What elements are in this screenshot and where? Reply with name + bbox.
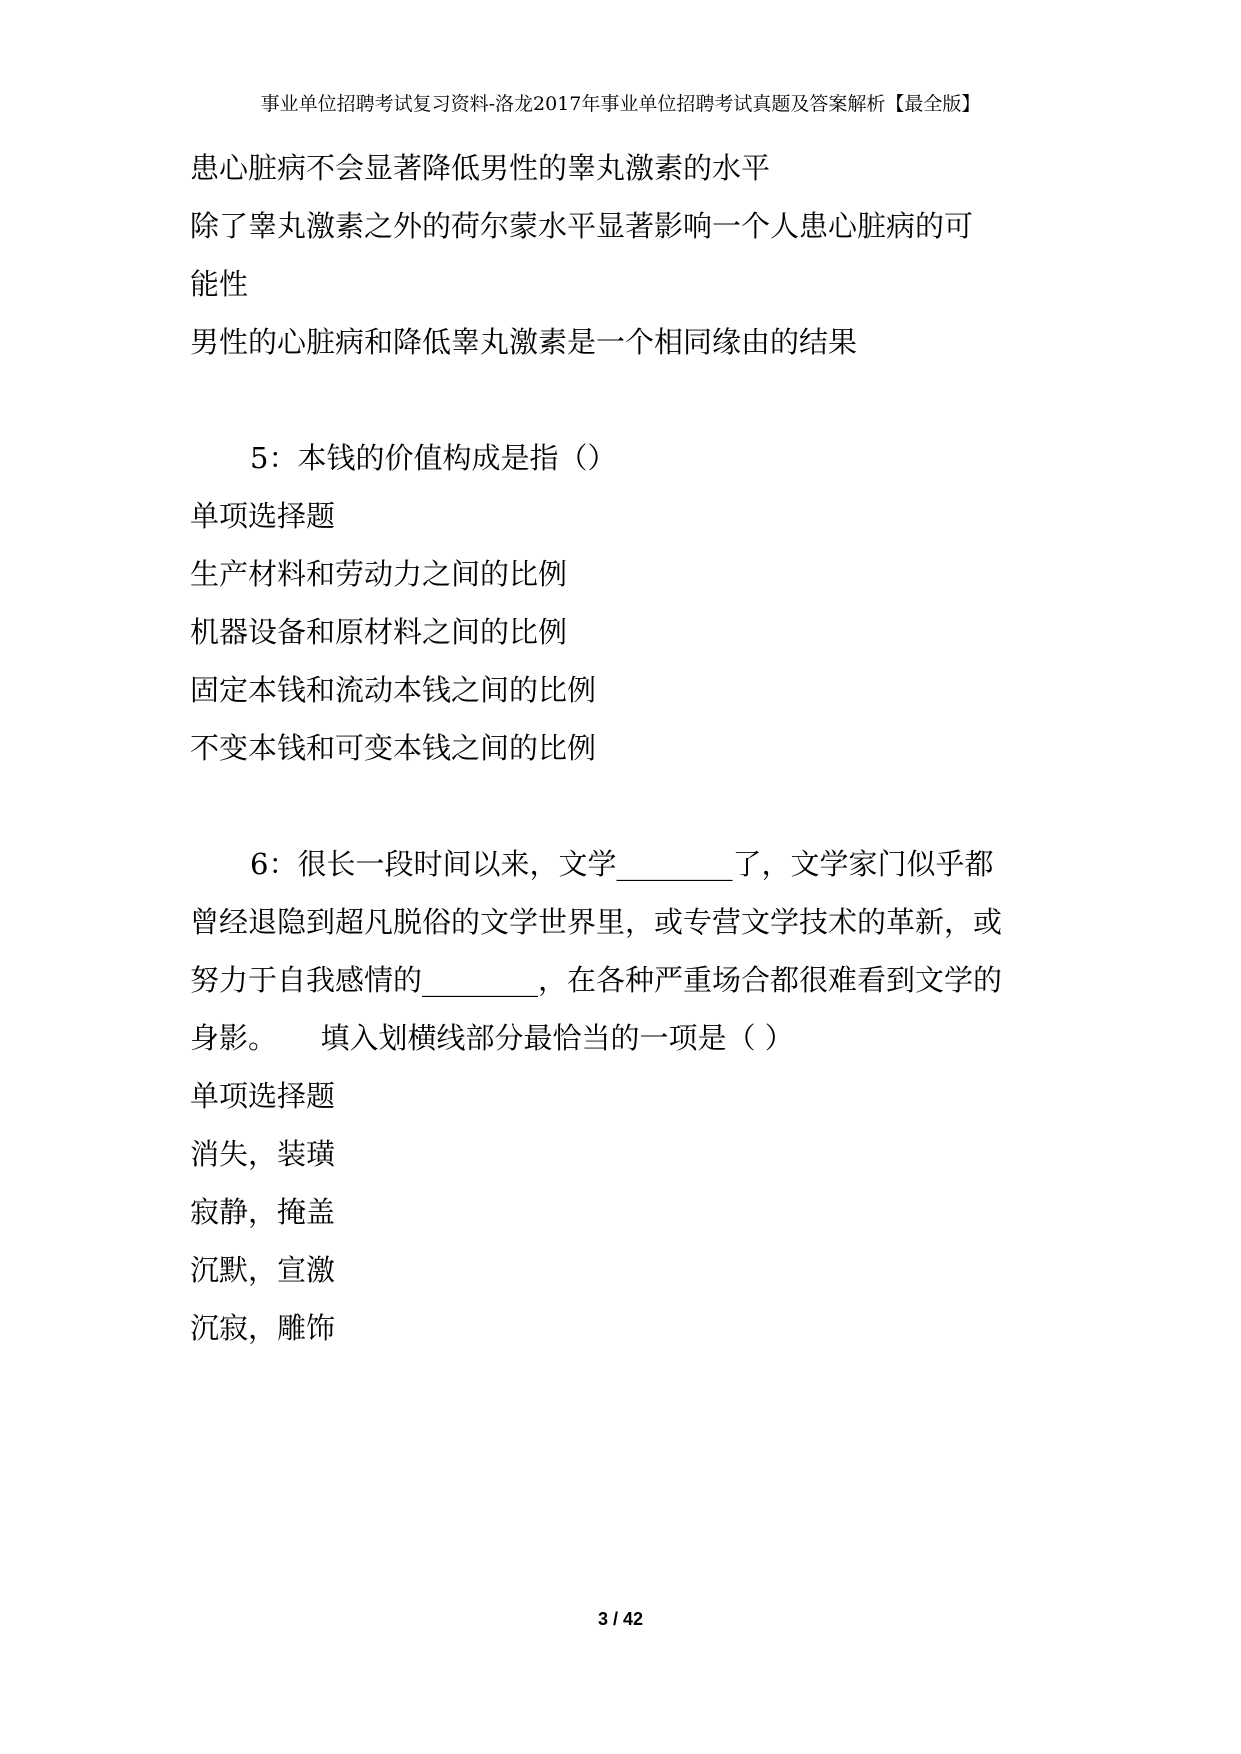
question-5-option: 固定本钱和流动本钱之间的比例 [190,673,597,707]
option-text-continuation: 能性 [190,267,249,301]
option-text: 患心脏病不会显著降低男性的睾丸激素的水平 [190,151,771,185]
option-text: 除了睾丸激素之外的荷尔蒙水平显著影响一个人患心脏病的可 [190,209,974,243]
question-6-option: 沉寂，雕饰 [190,1311,336,1345]
page-number: 3 / 42 [597,1609,644,1629]
question-6-stem-line: 6：很长一段时间以来，文学________了，文学家门似乎都 [250,847,994,881]
question-6-stem-line: 努力于自我感情的________，在各种严重场合都很难看到文学的 [190,963,1003,997]
page-header: 事业单位招聘考试复习资料-洛龙2017年事业单位招聘考试真题及答案解析【最全版】 [260,93,981,115]
question-5-stem: 5：本钱的价值构成是指（） [250,441,617,475]
question-5-option: 不变本钱和可变本钱之间的比例 [190,731,597,765]
question-6-stem-line: 身影。 填入划横线部分最恰当的一项是（ ） [190,1021,794,1055]
option-text: 男性的心脏病和降低睾丸激素是一个相同缘由的结果 [190,325,858,359]
question-6-option: 寂静，掩盖 [190,1195,336,1229]
question-6-option: 沉默，宣激 [190,1253,336,1287]
question-6-type: 单项选择题 [190,1079,336,1113]
question-6-option: 消失，装璜 [190,1137,336,1171]
question-6-stem-line: 曾经退隐到超凡脱俗的文学世界里，或专营文学技术的革新，或 [190,905,1003,939]
question-5-option: 生产材料和劳动力之间的比例 [190,557,568,591]
question-5-option: 机器设备和原材料之间的比例 [190,615,568,649]
question-5-type: 单项选择题 [190,499,336,533]
